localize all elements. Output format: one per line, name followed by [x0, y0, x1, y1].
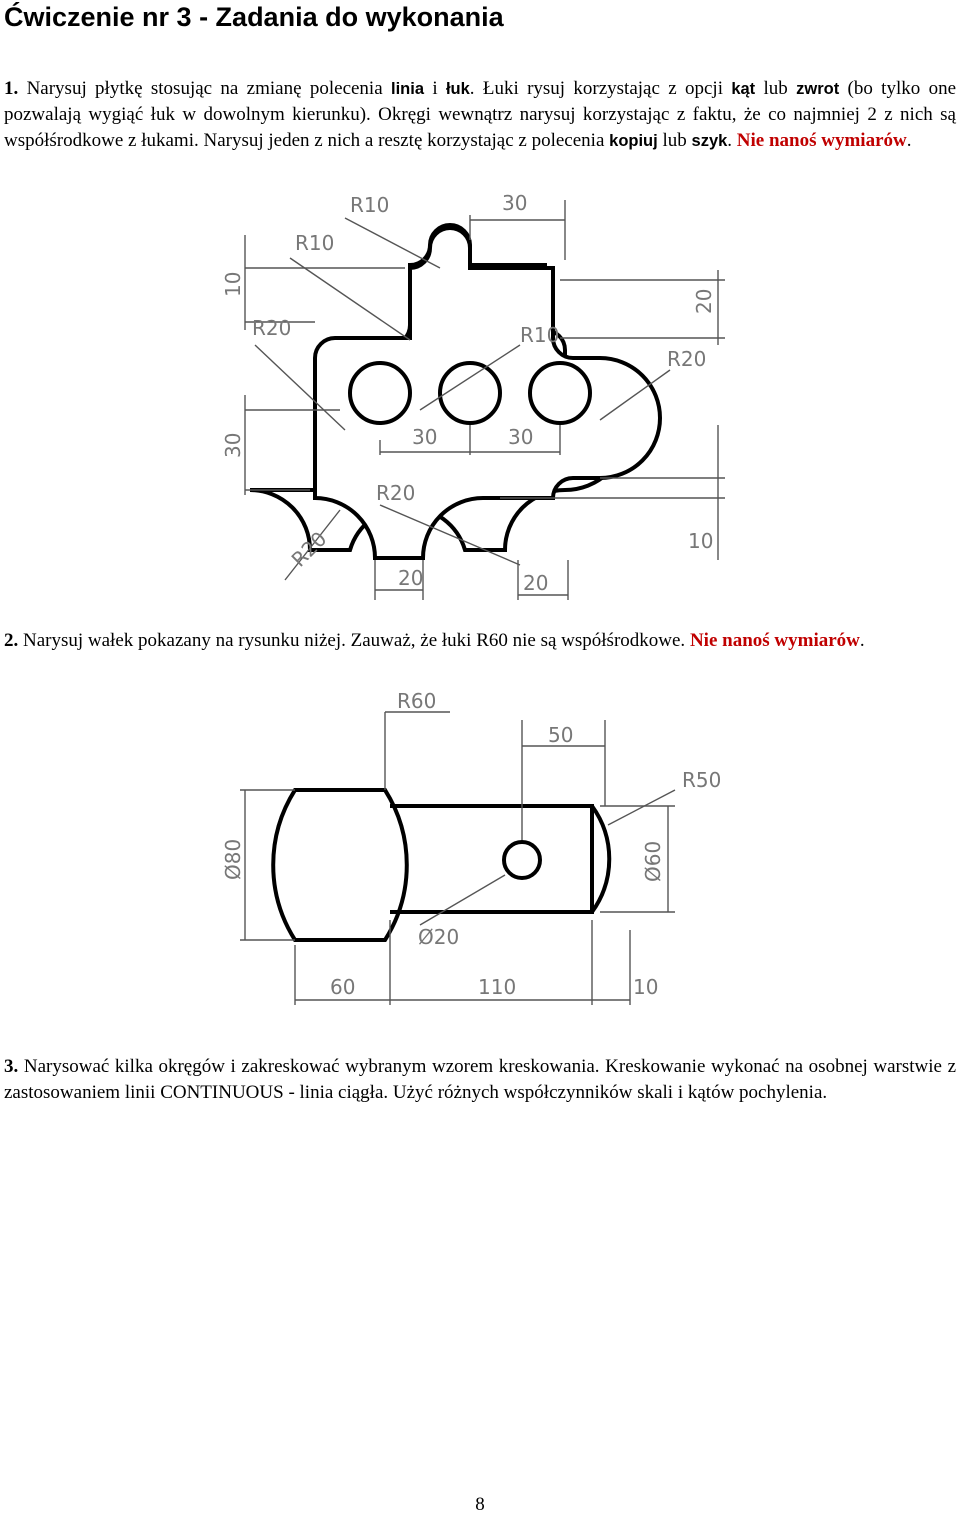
- task-1-text: Narysuj płytkę stosując na zmianę polecenia: [18, 78, 391, 99]
- dim-r50: R50: [682, 768, 722, 792]
- task-1-text: .: [727, 130, 737, 151]
- task-1-text: (bo tylko one pozwalają wygiąć łuk w dowolnym kierunku). Okręgi wewnątrz narysuj korzystając z faktu, że co najmniej 2 z nich są współśrodkowe z łukami. Narysuj jeden z nich a resztę korzystając z polecenia: [4, 78, 957, 151]
- dim-10-right: 10: [688, 529, 714, 553]
- task-2-paragraph: [4, 628, 956, 654]
- dim-30-left: 30: [221, 432, 245, 458]
- plate-drawing: [0, 180, 960, 610]
- dim-30-a: 30: [412, 425, 438, 449]
- shaft-end: [592, 806, 609, 912]
- keyword-kat: kąt: [731, 80, 756, 98]
- task-1-text: lub: [657, 130, 692, 151]
- warning-no-dimensions: Nie nanoś wymiarów: [736, 130, 907, 151]
- dim-r20-left: R20: [252, 316, 292, 340]
- task-2-number: 2.: [4, 630, 19, 651]
- task-3-text: Narysować kilka okręgów i zakreskować wybranym wzorem kreskowania. Kreskowanie wykonać na osobnej warstwie z zastosowaniem linii CONTINUOUS - linia ciągła. Użyć różnych współczynników skali i kątów pochylenia.: [4, 1056, 956, 1103]
- dim-60: 60: [330, 975, 356, 999]
- warning-no-dimensions: Nie nanoś wymiarów: [689, 630, 860, 651]
- dim-30-b: 30: [508, 425, 534, 449]
- dim-phi20: Ø20: [418, 925, 460, 949]
- task-1-text: . Łuki rysuj korzystając z opcji: [469, 78, 732, 99]
- dim-r10-top: R10: [350, 193, 390, 217]
- task-3-number: 3.: [4, 1056, 19, 1077]
- dim-r10-mid: R10: [520, 323, 560, 347]
- task-1-text: lub: [755, 78, 797, 99]
- shaft-hole: [504, 842, 540, 878]
- task-2-text: Narysuj wałek pokazany na rysunku niżej. Zauważ, że łuki R60 nie są współśrodkowe.: [18, 630, 690, 651]
- page-title: Ćwiczenie nr 3 - Zadania do wykonania: [4, 2, 504, 32]
- dim-110: 110: [478, 975, 517, 999]
- dim-phi80: Ø80: [221, 838, 245, 880]
- keyword-kopiuj: kopiuj: [609, 132, 658, 150]
- shaft-head: [273, 790, 407, 940]
- dim-10-left: 10: [221, 271, 245, 297]
- dim-20-a: 20: [398, 566, 424, 590]
- dim-10: 10: [633, 975, 659, 999]
- dim-r10-left: R10: [295, 231, 335, 255]
- keyword-szyk: szyk: [691, 132, 728, 150]
- page-number: 8: [475, 1494, 485, 1515]
- keyword-linia: linia: [390, 80, 424, 98]
- plate-outline-main: [315, 228, 660, 558]
- task-2-text: .: [859, 630, 865, 651]
- dim-r20-right: R20: [667, 347, 707, 371]
- dimension-labels: [221, 689, 721, 999]
- task-3-paragraph: [4, 1054, 956, 1106]
- dim-r60: R60: [397, 689, 437, 713]
- dim-30-top: 30: [502, 191, 528, 215]
- task-1-number: 1.: [4, 78, 19, 99]
- task-1-paragraph: [4, 76, 956, 154]
- dim-20-b: 20: [523, 571, 549, 595]
- task-1-text: i: [424, 78, 446, 99]
- shaft-body: [390, 806, 592, 912]
- dim-r20-diag: R20: [286, 526, 332, 572]
- task-1-text: .: [906, 130, 912, 151]
- dim-50: 50: [548, 723, 574, 747]
- dim-20-right: 20: [692, 288, 716, 314]
- dim-phi60: Ø60: [641, 840, 665, 882]
- dim-r20-bottom: R20: [376, 481, 416, 505]
- keyword-luk: łuk: [445, 80, 470, 98]
- keyword-zwrot: zwrot: [796, 80, 840, 98]
- shaft-drawing: [0, 680, 960, 1020]
